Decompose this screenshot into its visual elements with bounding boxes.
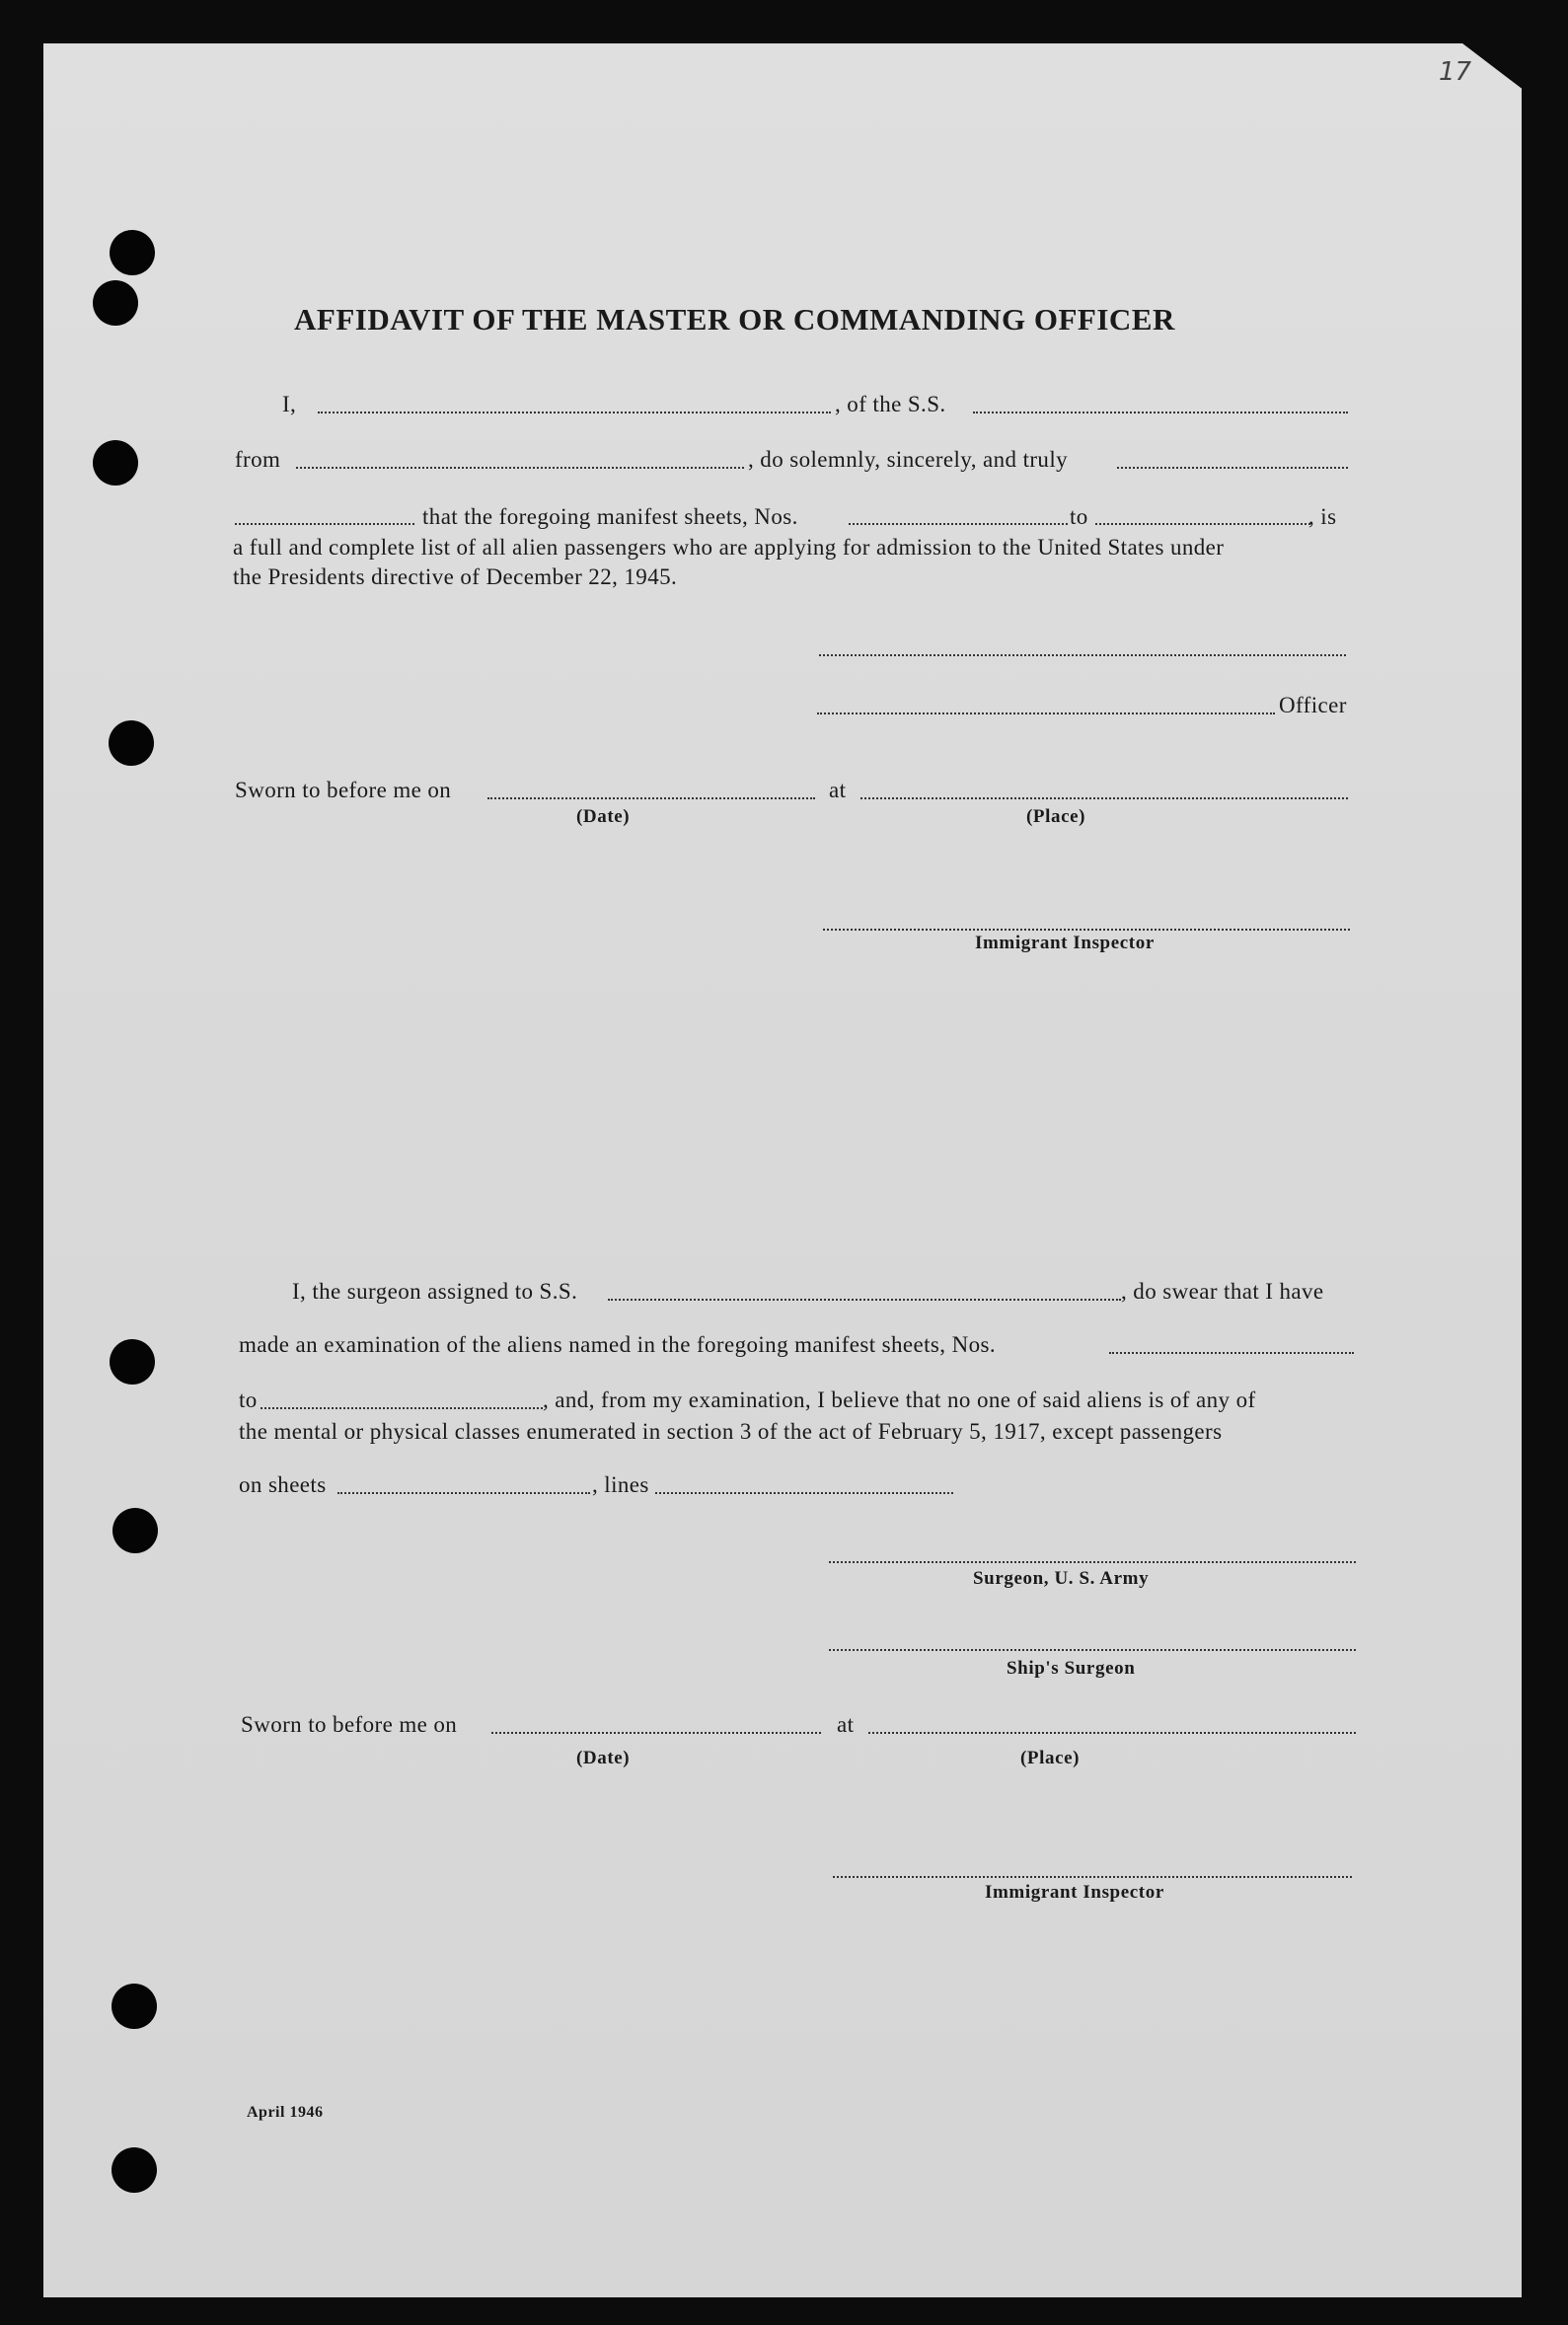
army-surgeon-signature-line[interactable] [829, 1561, 1356, 1563]
officer-signature-line[interactable] [819, 654, 1346, 656]
declaration-field[interactable] [235, 523, 414, 525]
master-inspector-caption: Immigrant Inspector [975, 933, 1155, 953]
master-line2-suffix: , do solemnly, sincerely, and truly [748, 447, 1069, 472]
punch-hole [110, 230, 155, 275]
officer-signature-line-2[interactable] [817, 712, 1275, 714]
form-date: April 1946 [247, 2104, 324, 2121]
surgeon-inspector-caption: Immigrant Inspector [985, 1882, 1164, 1903]
surgeon-line1-prefix: I, the surgeon assigned to S.S. [292, 1279, 578, 1304]
surgeon-inspector-signature-line[interactable] [833, 1876, 1352, 1878]
punch-hole [110, 1339, 155, 1385]
surgeon-line1-suffix: , do swear that I have [1121, 1279, 1324, 1304]
document-page [43, 43, 1522, 2297]
punch-hole [112, 1984, 157, 2029]
surgeon-sworn-place-field[interactable] [868, 1732, 1356, 1734]
surgeon-line3-text: , and, from my examination, I believe that no one of said aliens is of any of [543, 1388, 1256, 1412]
surgeon-line3-to: to [239, 1388, 258, 1412]
master-line3-end: , is [1308, 504, 1337, 529]
oath-type-field[interactable] [1117, 467, 1348, 469]
ship-surgeon-caption: Ship's Surgeon [1007, 1658, 1136, 1679]
master-line3-text: that the foregoing manifest sheets, Nos. [422, 504, 798, 529]
surgeon-at-label: at [837, 1712, 855, 1737]
punch-hole [93, 280, 138, 326]
sheets-from-field[interactable] [849, 523, 1068, 525]
page-number: 17 [1439, 57, 1472, 87]
punch-hole [109, 720, 154, 766]
except-lines-field[interactable] [655, 1492, 953, 1494]
master-line3-to: to [1070, 504, 1088, 529]
master-line4: a full and complete list of all alien passengers who are applying for admission to the United States under [233, 535, 1225, 560]
ship-name-field[interactable] [973, 412, 1348, 413]
master-at-label: at [829, 778, 847, 802]
army-surgeon-caption: Surgeon, U. S. Army [973, 1568, 1150, 1589]
surgeon-sheets-from-field[interactable] [1109, 1352, 1354, 1354]
master-sworn-date-field[interactable] [487, 797, 815, 799]
punch-hole [112, 2147, 157, 2193]
surgeon-ship-field[interactable] [608, 1299, 1121, 1301]
surgeon-line4: the mental or physical classes enumerated in section 3 of the act of February 5, 1917, except passengers [239, 1419, 1223, 1444]
surgeon-line2: made an examination of the aliens named in the foregoing manifest sheets, Nos. [239, 1332, 996, 1357]
surgeon-sheets-to-field[interactable] [261, 1407, 543, 1409]
ship-surgeon-signature-line[interactable] [829, 1649, 1356, 1651]
master-sworn-place-field[interactable] [860, 797, 1348, 799]
officer-label: Officer [1279, 693, 1347, 717]
master-place-caption: (Place) [1026, 806, 1086, 827]
master-line1-prefix: I, [282, 392, 297, 416]
from-port-field[interactable] [296, 467, 744, 469]
surgeon-sworn-label: Sworn to before me on [241, 1712, 458, 1737]
surgeon-line5-lines: , lines [592, 1472, 649, 1497]
master-sworn-label: Sworn to before me on [235, 778, 452, 802]
except-sheets-field[interactable] [337, 1492, 590, 1494]
master-line1-suffix: , of the S.S. [835, 392, 946, 416]
master-line2-prefix: from [235, 447, 281, 472]
master-inspector-signature-line[interactable] [823, 929, 1350, 931]
master-date-caption: (Date) [576, 806, 631, 827]
surgeon-place-caption: (Place) [1020, 1748, 1081, 1768]
page-title: AFFIDAVIT OF THE MASTER OR COMMANDING OFFICER [294, 302, 1175, 337]
surgeon-line5-sheets: on sheets [239, 1472, 327, 1497]
surgeon-sworn-date-field[interactable] [491, 1732, 821, 1734]
punch-hole [112, 1508, 158, 1553]
sheets-to-field[interactable] [1095, 523, 1310, 525]
master-line5: the Presidents directive of December 22, 1945. [233, 564, 678, 589]
surgeon-date-caption: (Date) [576, 1748, 631, 1768]
punch-hole [93, 440, 138, 486]
master-name-field[interactable] [318, 412, 831, 413]
